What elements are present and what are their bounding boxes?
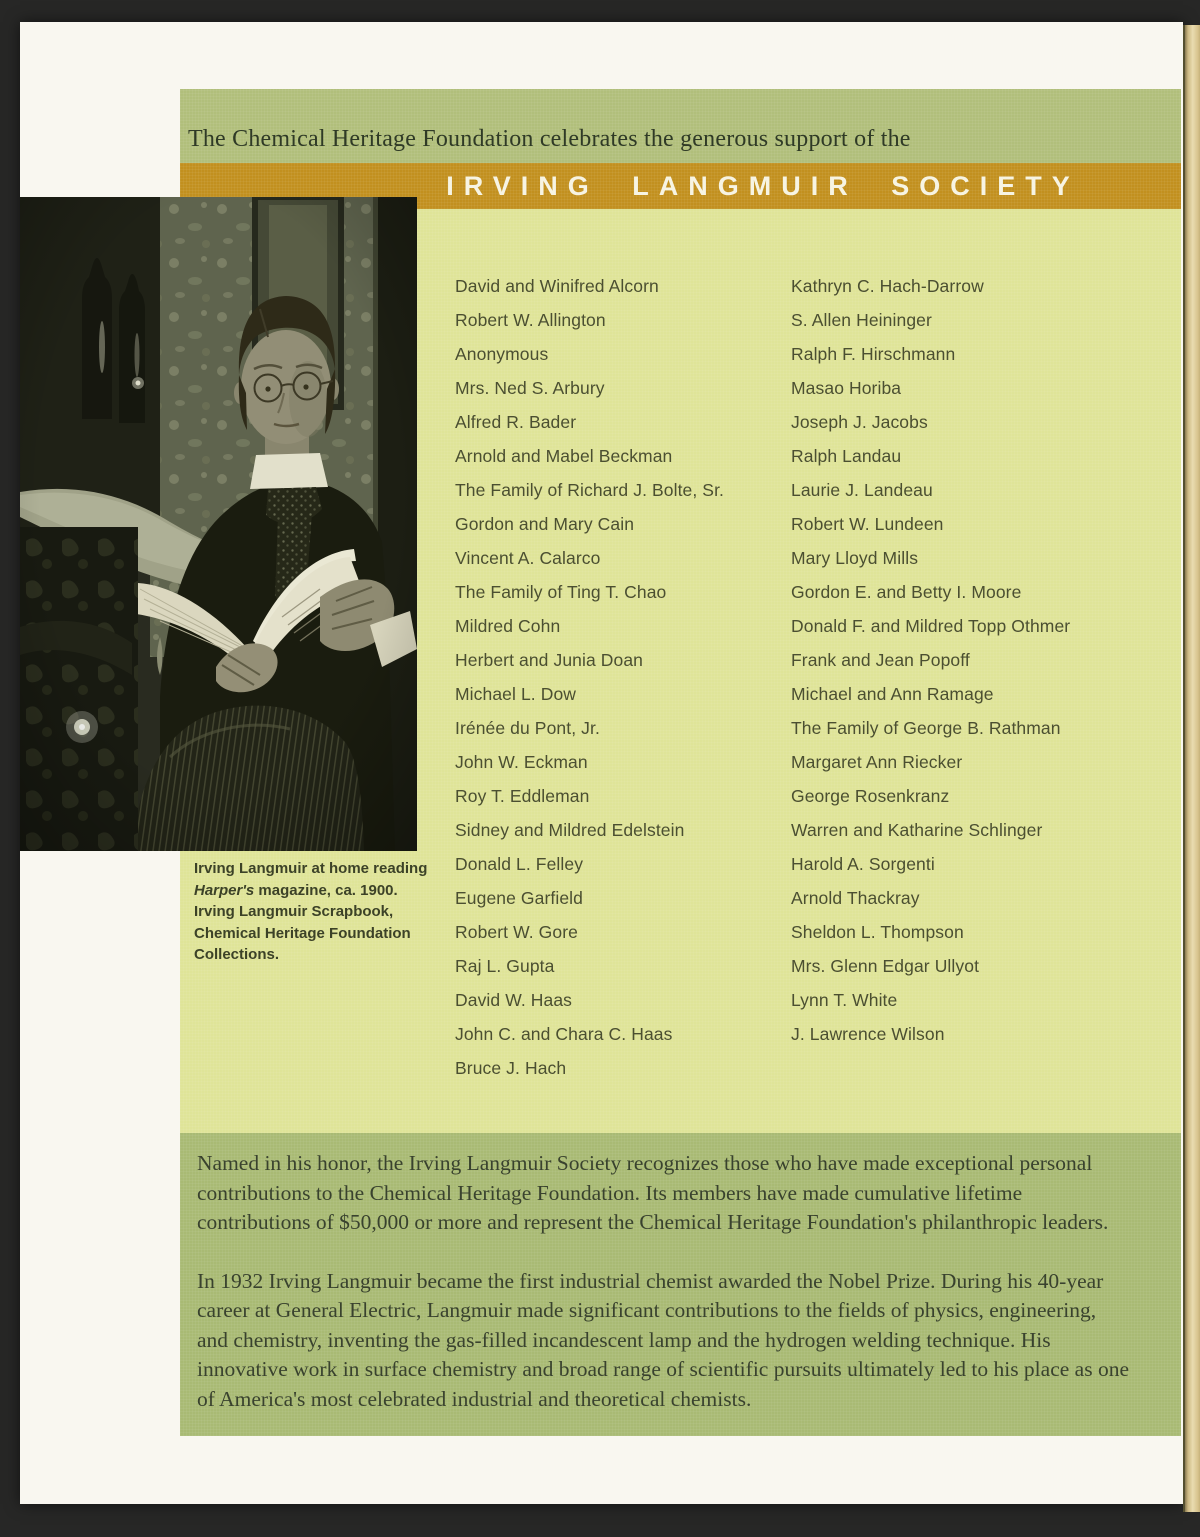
caption-text-rest: magazine, ca. 1900. Irving Langmuir Scrapbook, Chemical Heritage Foundation Collections. — [194, 881, 411, 963]
donor-list-right — [791, 269, 1176, 1051]
donor-name: Robert W. Allington — [455, 309, 606, 330]
donor-name: Donald F. and Mildred Topp Othmer — [791, 615, 1071, 636]
donor-name: Masao Horiba — [791, 377, 902, 398]
donor-name: Eugene Garfield — [455, 887, 583, 908]
donor-name: Mildred Cohn — [455, 615, 561, 636]
donor-name: The Family of Richard J. Bolte, Sr. — [455, 479, 725, 500]
donor-name: Joseph J. Jacobs — [791, 411, 928, 432]
donor-name: Gordon and Mary Cain — [455, 513, 635, 534]
donor-name: Alfred R. Bader — [455, 411, 577, 432]
donor-name: The Family of Ting T. Chao — [455, 581, 667, 602]
donor-name: David W. Haas — [455, 989, 573, 1010]
book-binding-edge — [1183, 25, 1200, 1512]
donor-name: George Rosenkranz — [791, 785, 950, 806]
donor-name: J. Lawrence Wilson — [791, 1023, 945, 1044]
donor-name: Margaret Ann Riecker — [791, 751, 963, 772]
donor-name: Mrs. Ned S. Arbury — [455, 377, 605, 398]
donor-name: Arnold Thackray — [791, 887, 920, 908]
donor-name: John W. Eckman — [455, 751, 588, 772]
header-line: The Chemical Heritage Foundation celebrates the generous support of the — [188, 126, 911, 152]
donor-name: Michael and Ann Ramage — [791, 683, 994, 704]
photo-illustration — [20, 197, 417, 851]
donor-name: S. Allen Heininger — [791, 309, 932, 330]
donor-name: Robert W. Lundeen — [791, 513, 944, 534]
donor-name: Anonymous — [455, 343, 549, 364]
society-title: IRVING LANGMUIR SOCIETY — [446, 171, 1080, 201]
donor-name: Ralph F. Hirschmann — [791, 343, 956, 364]
donor-name: Laurie J. Landeau — [791, 479, 933, 500]
header-band — [180, 89, 1181, 163]
photo-caption — [194, 858, 432, 966]
donor-name: Mary Lloyd Mills — [791, 547, 919, 568]
donor-name: Ralph Landau — [791, 445, 902, 466]
donor-name: The Family of George B. Rathman — [791, 717, 1061, 738]
caption-text: Irving Langmuir at home reading — [194, 860, 428, 877]
donor-name: Arnold and Mabel Beckman — [455, 445, 673, 466]
irving-langmuir-photo — [20, 197, 417, 851]
footer-paragraph-1: Named in his honor, the Irving Langmuir Society recognizes those who have made exceptional personal contributions to the Chemical Heritage Foundation. Its members have made cumulative lifetime contributions of $50,000 or more and represent the Chemical Heritage Foundation's philanthropic leaders. — [197, 1151, 1109, 1234]
donor-name: Raj L. Gupta — [455, 955, 555, 976]
donor-name: Herbert and Junia Doan — [455, 649, 644, 670]
donor-name: David and Winifred Alcorn — [455, 275, 659, 296]
donor-name: Warren and Katharine Schlinger — [791, 819, 1043, 840]
footer-paragraph-2: In 1932 Irving Langmuir became the first industrial chemist awarded the Nobel Prize. During his 40-year career at General Electric, Langmuir made significant contributions to the fields of physics, engineering, and chemistry, inventing the gas-filled incandescent lamp and the hydrogen welding technique. His innovative work in surface chemistry and broad range of scientific pursuits ultimately led to his place as one of America's most celebrated industrial and theoretical chemists. — [197, 1268, 1129, 1411]
donor-name: Gordon E. and Betty I. Moore — [791, 581, 1022, 602]
donor-name: Donald L. Felley — [455, 853, 584, 874]
donor-name: Robert W. Gore — [455, 921, 578, 942]
caption-italic-title: Harper's — [194, 881, 255, 899]
donor-name: Frank and Jean Popoff — [791, 649, 970, 670]
donor-name: Irénée du Pont, Jr. — [455, 717, 600, 738]
donor-name: Sidney and Mildred Edelstein — [455, 819, 685, 840]
donor-name: Bruce J. Hach — [455, 1057, 567, 1078]
donor-name: Vincent A. Calarco — [455, 547, 601, 568]
donor-name: Harold A. Sorgenti — [791, 853, 935, 874]
donor-name: Michael L. Dow — [455, 683, 577, 704]
donor-name: Roy T. Eddleman — [455, 785, 590, 806]
donor-name: Mrs. Glenn Edgar Ullyot — [791, 955, 980, 976]
donor-name: John C. and Chara C. Haas — [455, 1023, 673, 1044]
donor-name: Kathryn C. Hach-Darrow — [791, 275, 984, 296]
donor-list-left — [455, 269, 785, 1085]
donor-name: Sheldon L. Thompson — [791, 921, 964, 942]
footer-band — [180, 1133, 1181, 1436]
donor-name: Lynn T. White — [791, 989, 898, 1010]
